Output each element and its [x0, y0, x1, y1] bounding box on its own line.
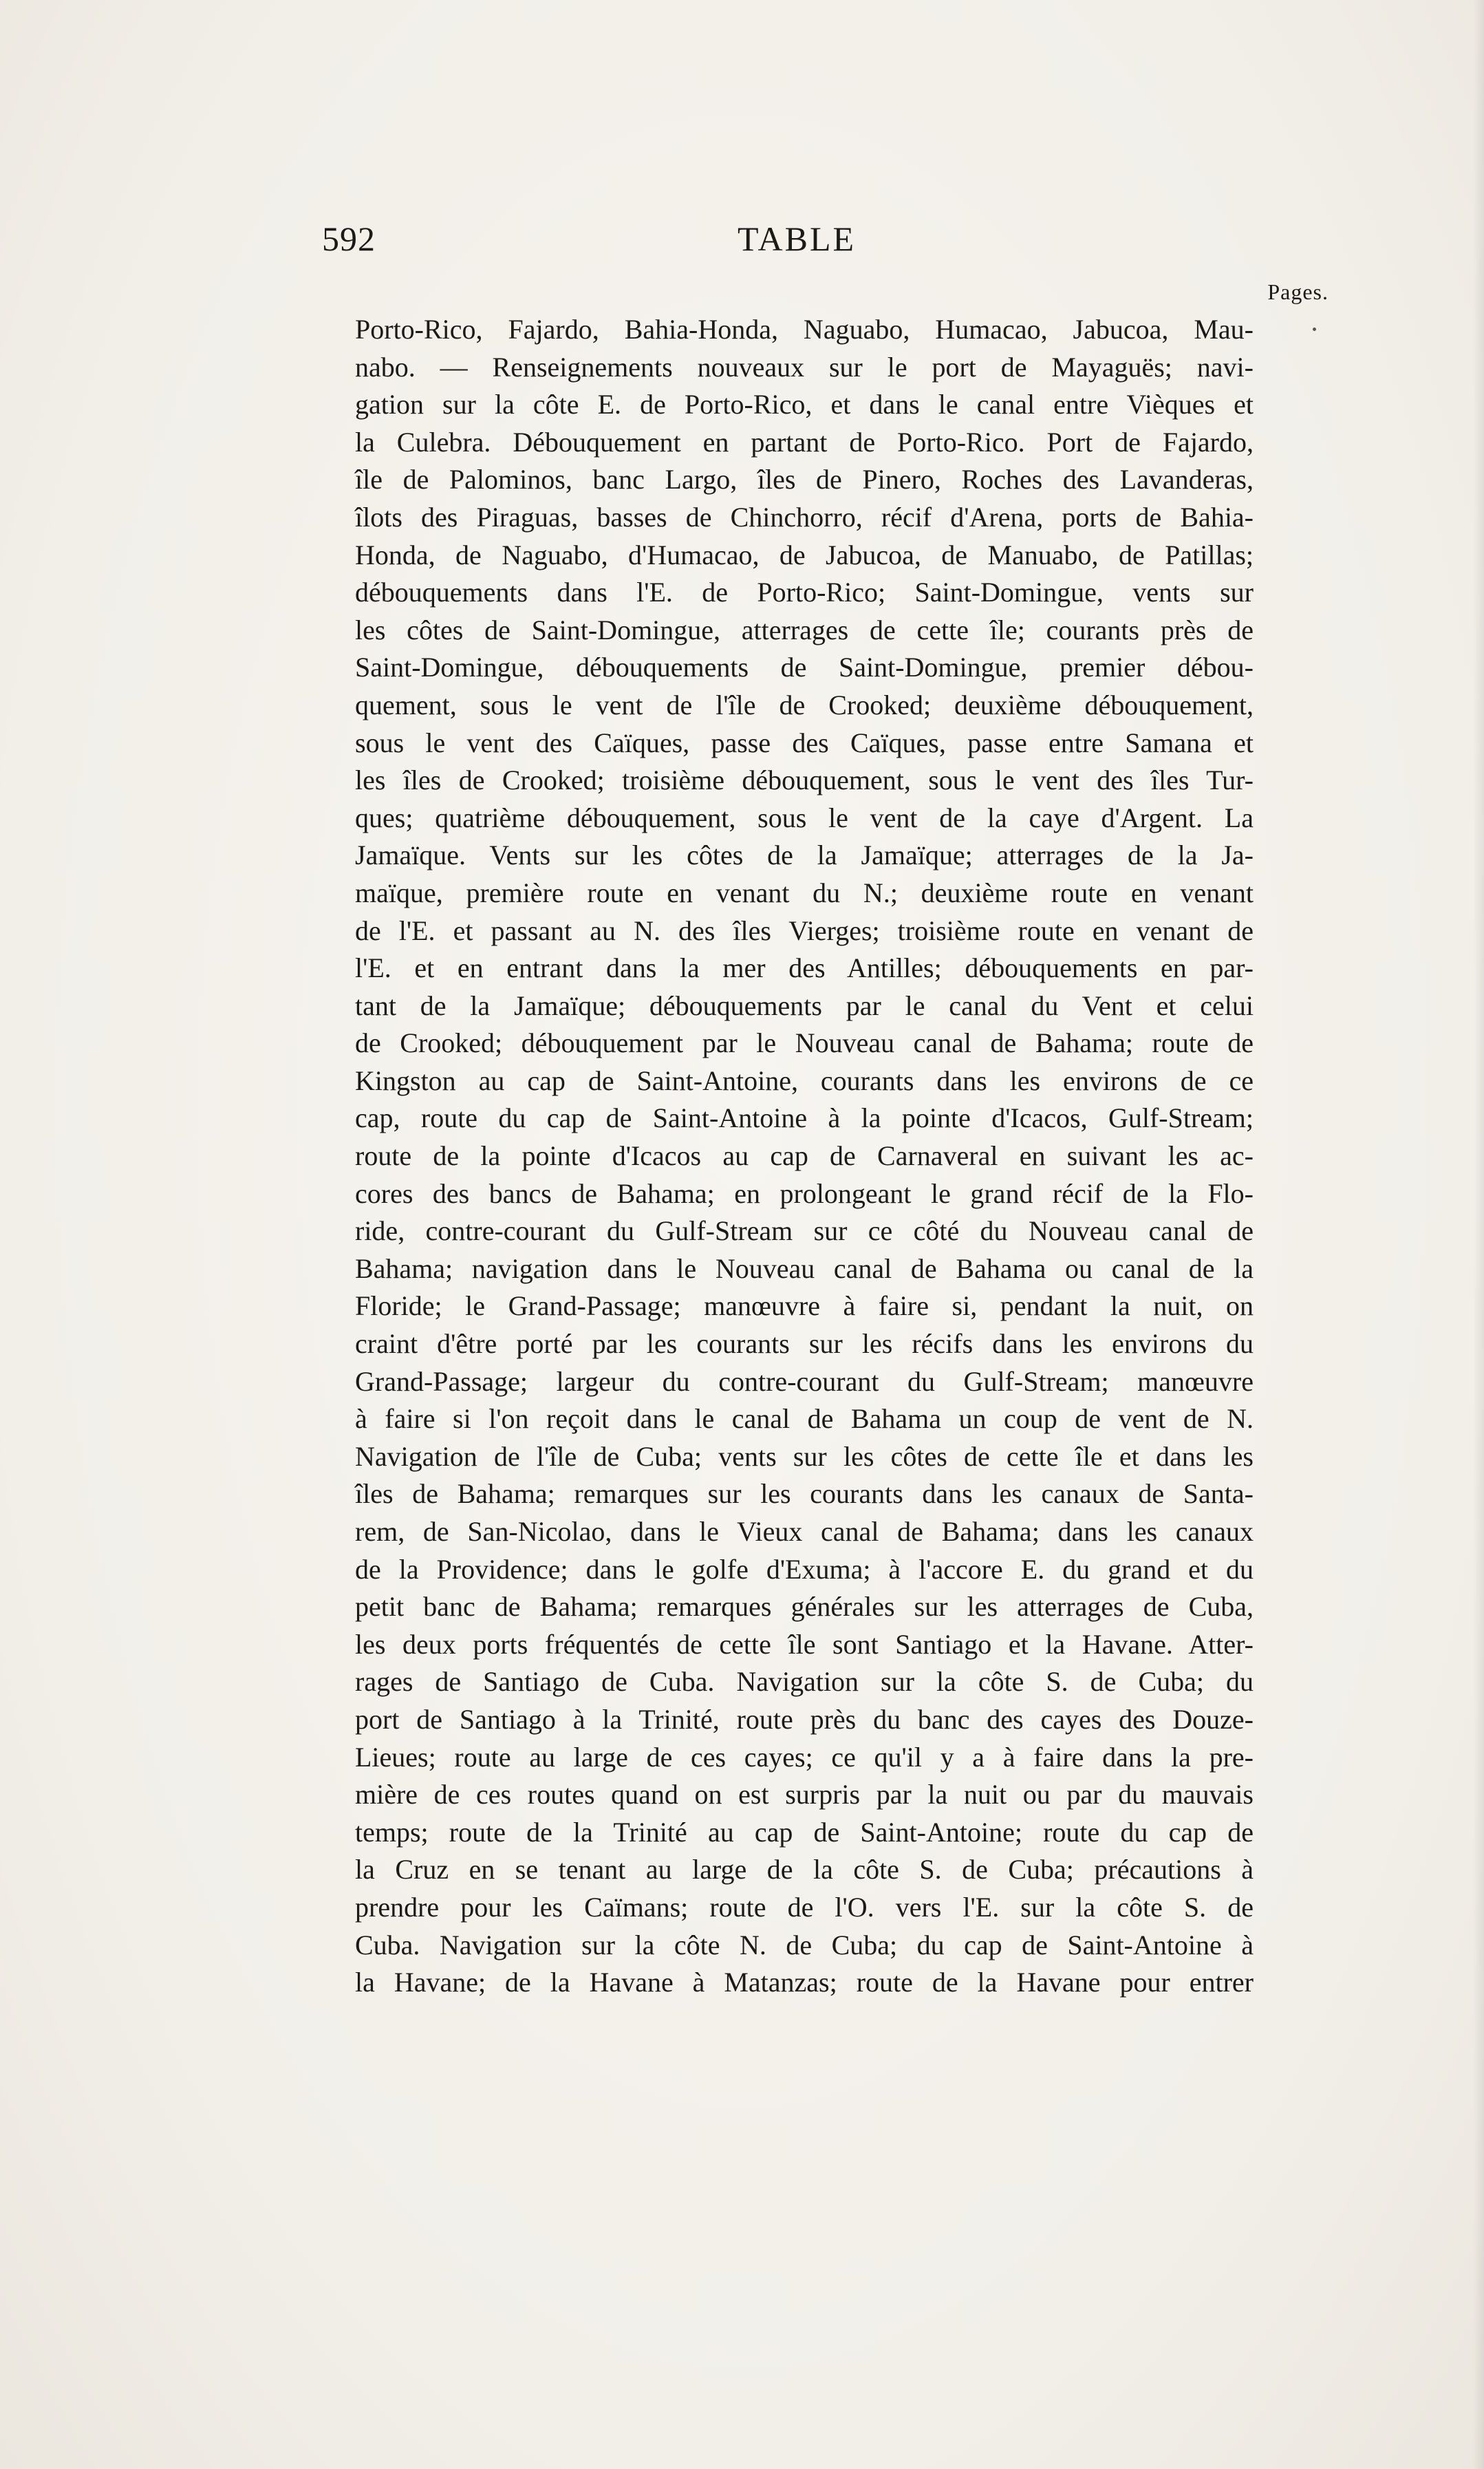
- text-line: Porto-Rico, Fajardo, Bahia-Honda, Naguabo, Humacao, Jabucoa, Mau-: [355, 314, 1254, 345]
- text-line: Honda, de Naguabo, d'Humacao, de Jabucoa, de Manuabo, de Patillas;: [355, 539, 1254, 570]
- text-line: Floride; le Grand-Passage; manœuvre à faire si, pendant la nuit, on: [355, 1290, 1254, 1322]
- text-line: rem, de San-Nicolao, dans le Vieux canal de Bahama; dans les canaux: [355, 1516, 1254, 1547]
- text-line: nabo. — Renseignements nouveaux sur le port de Mayaguës; navi-: [355, 351, 1254, 383]
- text-line: Kingston au cap de Saint-Antoine, courants dans les environs de ce: [355, 1065, 1254, 1096]
- text-line: petit banc de Bahama; remarques générales sur les atterrages de Cuba,: [355, 1591, 1254, 1623]
- text-line: à faire si l'on reçoit dans le canal de Bahama un coup de vent de N.: [355, 1403, 1254, 1435]
- text-line: les deux ports fréquentés de cette île sont Santiago et la Havane. Atter-: [355, 1628, 1254, 1660]
- text-line: Jamaïque. Vents sur les côtes de la Jamaïque; atterrages de la Ja-: [355, 840, 1254, 871]
- text-line: de l'E. et passant au N. des îles Vierges; troisième route en venant de: [355, 915, 1254, 946]
- text-line: Grand-Passage; largeur du contre-courant du Gulf-Stream; manœuvre: [355, 1365, 1254, 1397]
- text-line: ride, contre-courant du Gulf-Stream sur ce côté du Nouveau canal de: [355, 1215, 1254, 1247]
- text-line: les côtes de Saint-Domingue, atterrages de cette île; courants près de: [355, 614, 1254, 645]
- text-line: débouquements dans l'E. de Porto-Rico; Saint-Domingue, vents sur: [355, 577, 1254, 608]
- text-line: quement, sous le vent de l'île de Crooked; deuxième débouquement,: [355, 689, 1254, 720]
- text-line: Lieues; route au large de ces cayes; ce qu'il y a à faire dans la pre-: [355, 1741, 1254, 1773]
- text-line: les îles de Crooked; troisième débouquement, sous le vent des îles Tur-: [355, 765, 1254, 796]
- text-line: Saint-Domingue, débouquements de Saint-Domingue, premier débou-: [355, 652, 1254, 683]
- text-line: la Havane; de la Havane à Matanzas; route de la Havane pour entrer: [355, 1967, 1254, 1998]
- margin-dot: [1313, 328, 1316, 331]
- text-line: l'E. et en entrant dans la mer des Antilles; débouquements en par-: [355, 952, 1254, 984]
- text-line: Bahama; navigation dans le Nouveau canal de Bahama ou canal de la: [355, 1252, 1254, 1284]
- text-line: ques; quatrième débouquement, sous le vent de la caye d'Argent. La: [355, 802, 1254, 833]
- page-edge-shadow: [1473, 0, 1484, 2469]
- text-line: sous le vent des Caïques, passe des Caïques, passe entre Samana et: [355, 727, 1254, 758]
- text-line: mière de ces routes quand on est surpris par la nuit ou par du mauvais: [355, 1779, 1254, 1810]
- text-line: rages de Santiago de Cuba. Navigation sur la côte S. de Cuba; du: [355, 1666, 1254, 1698]
- text-line: port de Santiago à la Trinité, route près du banc des cayes des Douze-: [355, 1703, 1254, 1735]
- text-line: Navigation de l'île de Cuba; vents sur les côtes de cette île et dans les: [355, 1440, 1254, 1472]
- text-line: cap, route du cap de Saint-Antoine à la pointe d'Icacos, Gulf-Stream;: [355, 1102, 1254, 1134]
- text-line: Cuba. Navigation sur la côte N. de Cuba; du cap de Saint-Antoine à: [355, 1929, 1254, 1960]
- text-line: maïque, première route en venant du N.; deuxième route en venant: [355, 877, 1254, 908]
- text-line: tant de la Jamaïque; débouquements par le canal du Vent et celui: [355, 990, 1254, 1021]
- text-line: îles de Bahama; remarques sur les courants dans les canaux de Santa-: [355, 1478, 1254, 1510]
- text-line: la Culebra. Débouquement en partant de Porto-Rico. Port de Fajardo,: [355, 426, 1254, 458]
- table-entry-text: [355, 311, 1254, 2002]
- page-number: 592: [322, 220, 376, 258]
- running-title: TABLE: [737, 220, 857, 258]
- text-line: gation sur la côte E. de Porto-Rico, et dans le canal entre Vièques et: [355, 389, 1254, 420]
- text-line: de la Providence; dans le golfe d'Exuma; à l'accore E. du grand et du: [355, 1553, 1254, 1585]
- text-line: la Cruz en se tenant au large de la côte S. de Cuba; précautions à: [355, 1854, 1254, 1885]
- pages-column-label: Pages.: [1267, 279, 1329, 304]
- page-header: [322, 219, 1271, 263]
- text-line: craint d'être porté par les courants sur les récifs dans les environs du: [355, 1328, 1254, 1360]
- text-line: route de la pointe d'Icacos au cap de Carnaveral en suivant les ac-: [355, 1140, 1254, 1172]
- text-line: temps; route de la Trinité au cap de Saint-Antoine; route du cap de: [355, 1816, 1254, 1848]
- text-line: prendre pour les Caïmans; route de l'O. vers l'E. sur la côte S. de: [355, 1891, 1254, 1923]
- text-line: cores des bancs de Bahama; en prolongeant le grand récif de la Flo-: [355, 1177, 1254, 1209]
- text-line: île de Palominos, banc Largo, îles de Pinero, Roches des Lavanderas,: [355, 464, 1254, 495]
- text-line: îlots des Piraguas, basses de Chinchorro, récif d'Arena, ports de Bahia-: [355, 501, 1254, 533]
- text-line: de Crooked; débouquement par le Nouveau canal de Bahama; route de: [355, 1027, 1254, 1059]
